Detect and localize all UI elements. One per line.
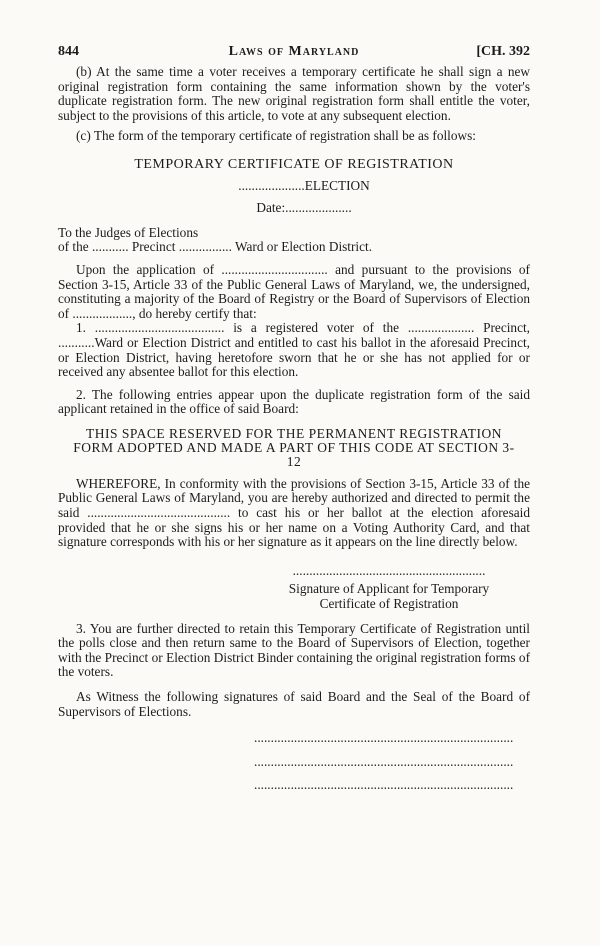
board-signature-line: .............................................................................. bbox=[254, 753, 514, 769]
signature-line: .......................................................... bbox=[292, 562, 486, 578]
paragraph-b: (b) At the same time a voter receives a temporary certificate he shall sign a new original registration form containing the same information shown by the voter's duplicate registration form. The new original registration form shall entitle the voter, subject to the provisions of this article, to vote at any subsequent election. bbox=[58, 64, 530, 123]
item-2: 2. The following entries appear upon the duplicate registration form of the said applicant retained in the office of said Board: bbox=[58, 386, 530, 417]
wherefore-paragraph: WHEREFORE, In conformity with the provisions of Section 3-15, Article 33 of the Public General Laws of Maryland, you are hereby authorized and directed to permit the said ........................................... to cast his or her ballot at the election aforesaid provided that he or she signs his or her name on a Voting Authority Card, and that signature corresponds with his or her signature as it appears on the line directly below. bbox=[58, 475, 530, 550]
document-page bbox=[58, 44, 530, 793]
signature-caption: Signature of Applicant for Temporary bbox=[288, 581, 490, 597]
upon-application-paragraph: Upon the application of ................................ and pursuant to the provisions of Section 3-15, Article 33 of the Public General Laws of Maryland, we, the undersigned, constituting a majority of the Board of Registry or the Board of Supervisors of Election of .................., do hereby certify that: bbox=[58, 261, 530, 321]
board-signature-lines bbox=[58, 731, 530, 793]
signature-caption-2: Certificate of Registration bbox=[319, 596, 459, 612]
precinct-line: of the ........... Precinct ................ Ward or Election District. bbox=[58, 239, 373, 255]
item-3: 3. You are further directed to retain this Temporary Certificate of Registration until the polls close and then return same to the Board of Supervisors of Election, together with the Precinct or Election District Binder containing the original registration forms of the voters. bbox=[58, 620, 530, 680]
election-line: ....................ELECTION bbox=[238, 177, 370, 193]
paragraph-c: (c) The form of the temporary certificate of registration shall be as follows: bbox=[76, 128, 476, 144]
date-line: Date:.................... bbox=[256, 200, 352, 216]
witness-paragraph: As Witness the following signatures of said Board and the Seal of the Board of Supervisors of Elections. bbox=[58, 689, 530, 719]
chapter-label: [CH. 392 bbox=[476, 44, 530, 59]
running-title: Laws of Maryland bbox=[228, 44, 360, 59]
page-header bbox=[58, 44, 530, 64]
reserved-space-notice: THIS SPACE RESERVED FOR THE PERMANENT REGISTRATION FORM ADOPTED AND MADE A PART OF THIS CODE AT SECTION 3-12 bbox=[73, 425, 515, 469]
applicant-signature-block bbox=[248, 564, 530, 612]
board-signature-line: .............................................................................. bbox=[254, 777, 514, 793]
item-1: 1. ....................................... is a registered voter of the .................... Precinct, ...........Ward or Election District and entitled to cast his ballot in the aforesaid Precinct, or Election District, having heretofore sworn that he or she has not applied for or received any absentee ballot for this election. bbox=[58, 320, 530, 380]
page-number: 844 bbox=[58, 44, 79, 59]
form-heading: TEMPORARY CERTIFICATE OF REGISTRATION bbox=[134, 156, 454, 172]
to-judges: To the Judges of Elections bbox=[58, 224, 199, 240]
board-signature-line: .............................................................................. bbox=[254, 730, 514, 746]
